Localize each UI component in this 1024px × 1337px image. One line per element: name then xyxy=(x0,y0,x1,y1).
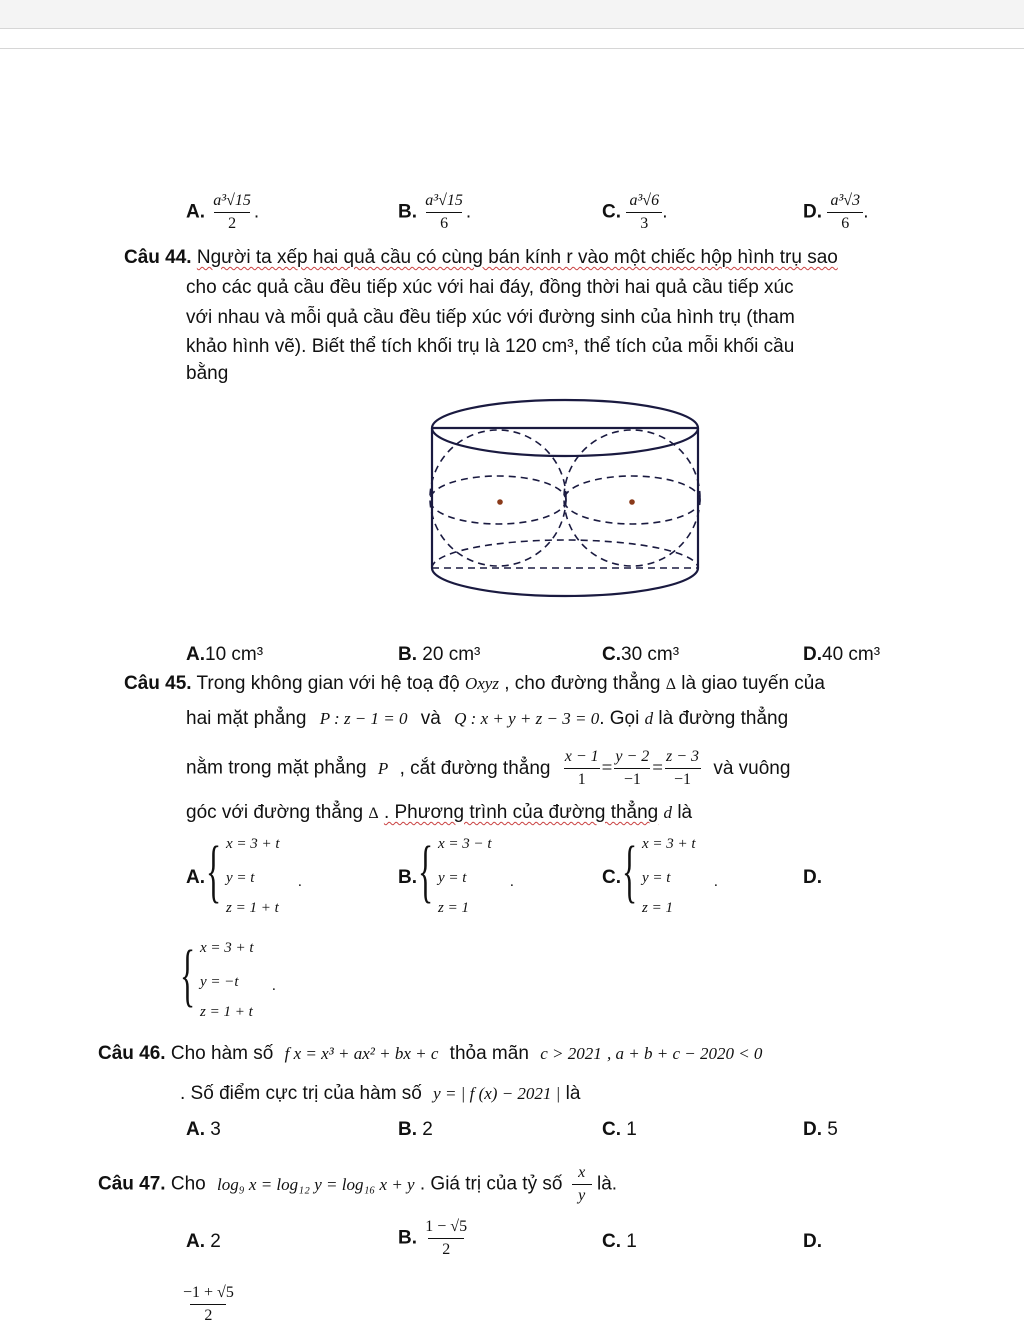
fraction: $\frac{z - 3}{-1}$ xyxy=(663,746,702,791)
window-top-bar xyxy=(0,0,1024,29)
question-text: khảo hình vẽ). Biết thể tích khối trụ là 120 cm³, thể tích của mỗi khối cầu xyxy=(186,336,795,357)
q45-line-2: hai mặt phẳng P : z − 1 = 0 và Q : x + y + z − 3 = 0. Gọi d là đường thẳng xyxy=(186,708,789,729)
cylinder-bottom-back-arc xyxy=(432,540,698,568)
brace: { xyxy=(206,833,222,910)
fraction: $\frac{\text{a³√15}}{2}$ xyxy=(210,190,254,235)
question-text: bằng xyxy=(186,363,229,384)
q44-option-c: C.30 cm³ xyxy=(602,644,680,665)
cylinder-figure xyxy=(424,398,714,598)
q45-option-b-system: { x = 3 − t y = t z = 1 . xyxy=(418,833,514,916)
q47-option-d: D. xyxy=(803,1231,822,1252)
q44-option-b: B. 20 cm³ xyxy=(398,644,481,665)
option-label: B. xyxy=(398,867,417,888)
q47-option-c: C. 1 xyxy=(602,1231,637,1252)
fraction: $\frac{-1 + √5}{2}$ xyxy=(180,1282,237,1327)
question-label: Câu 46. xyxy=(98,1043,166,1064)
q43-option-a: A. $\frac{\text{a³√15}}{2}$ . xyxy=(186,190,259,235)
fraction: $\frac{1 - √5}{2}$ xyxy=(422,1216,470,1261)
q44-line-1 xyxy=(124,247,838,269)
q45-line-3: nằm trong mặt phẳng P , cắt đường thẳng $\frac{x - 1}{1}$ = $\frac{y - 2}{-1}$ = $\frac{z - 3}{-1}$ và vuông xyxy=(186,746,790,791)
fraction: $\frac{x - 1}{1}$ xyxy=(562,746,602,791)
q46-option-b: B. 2 xyxy=(398,1119,433,1140)
fraction: $\frac{x}{y}$ xyxy=(572,1162,592,1207)
option-label: D. xyxy=(803,201,822,223)
sphere-left-outline xyxy=(430,430,566,566)
brace: { xyxy=(180,937,196,1014)
option-label: A. xyxy=(186,867,205,888)
option-label: A. xyxy=(186,201,205,223)
fraction: $\frac{y - 2}{-1}$ xyxy=(612,746,652,791)
q47-line-1: Câu 47. Cho log₉ x = log₁₂ y = log₁₆ x + y . Giá trị của tỷ số $\frac{x}{y}$ là. xyxy=(98,1162,617,1207)
fraction: $\frac{\text{a³√3}}{6}$ xyxy=(827,190,863,235)
q43-option-b: B. $\frac{\text{a³√15}}{6}$ . xyxy=(398,190,471,235)
q46-line-1: Câu 46. Cho hàm số f x = x³ + ax² + bx + c thỏa mãn c > 2021 , a + b + c − 2020 < 0 xyxy=(98,1043,763,1064)
option-label: B. xyxy=(398,201,417,223)
q46-line-2: . Số điểm cực trị của hàm số y = | f (x) − 2021 | là xyxy=(180,1083,581,1104)
q44-option-d: D.40 cm³ xyxy=(803,644,881,665)
option-label: D. xyxy=(803,867,822,888)
q47-option-a: A. 2 xyxy=(186,1231,221,1252)
sphere-right-outline xyxy=(564,430,700,566)
q47-option-d-value xyxy=(180,1282,237,1327)
q46-option-a: A. 3 xyxy=(186,1119,221,1140)
brace: { xyxy=(622,833,638,910)
page-divider xyxy=(0,48,1024,49)
q46-option-d: D. 5 xyxy=(803,1119,838,1140)
question-text: với nhau và mỗi quả cầu đều tiếp xúc với đường sinh của hình trụ (tham xyxy=(186,307,795,328)
question-label: Câu 47. xyxy=(98,1173,166,1195)
option-label: C. xyxy=(602,867,621,888)
q47-option-b: B. $\frac{1 - √5}{2}$ xyxy=(398,1216,470,1261)
q45-option-d-system: { x = 3 + t y = −t z = 1 + t . xyxy=(180,937,276,1020)
cylinder-bottom-front-arc xyxy=(432,568,698,596)
sphere-right-center xyxy=(629,499,635,505)
option-label: C. xyxy=(602,201,621,223)
question-text: Người ta xếp hai quả cầu có cùng bán kính r vào một chiếc hộp hình trụ sao xyxy=(196,247,838,268)
q45-line-1: Câu 45. Trong không gian với hệ toạ độ Oxyz , cho đường thẳng Δ là giao tuyến của xyxy=(124,673,825,694)
sphere-left-equator xyxy=(430,476,566,524)
fraction: $\frac{\text{a³√15}}{6}$ xyxy=(422,190,466,235)
q45-line-4: góc với đường thẳng Δ . Phương trình của đường thẳng d là xyxy=(186,802,693,823)
sphere-left-center xyxy=(497,499,503,505)
question-label: Câu 45. xyxy=(124,673,192,694)
question-label: Câu 44. xyxy=(124,247,192,268)
question-text: cho các quả cầu đều tiếp xúc với hai đáy, đồng thời hai quả cầu tiếp xúc xyxy=(186,277,794,298)
q45-option-a-system: { x = 3 + t y = t z = 1 + t . xyxy=(206,833,302,916)
q44-option-a: A.10 cm³ xyxy=(186,644,264,665)
q46-option-c: C. 1 xyxy=(602,1119,637,1140)
brace: { xyxy=(418,833,434,910)
q43-option-c: C. $\frac{\text{a³√6}}{3}$ . xyxy=(602,190,668,235)
fraction: $\frac{\text{a³√6}}{3}$ xyxy=(626,190,662,235)
q45-option-c-system: { x = 3 + t y = t z = 1 . xyxy=(622,833,718,916)
q43-option-d: D. $\frac{\text{a³√3}}{6}$ . xyxy=(803,190,869,235)
